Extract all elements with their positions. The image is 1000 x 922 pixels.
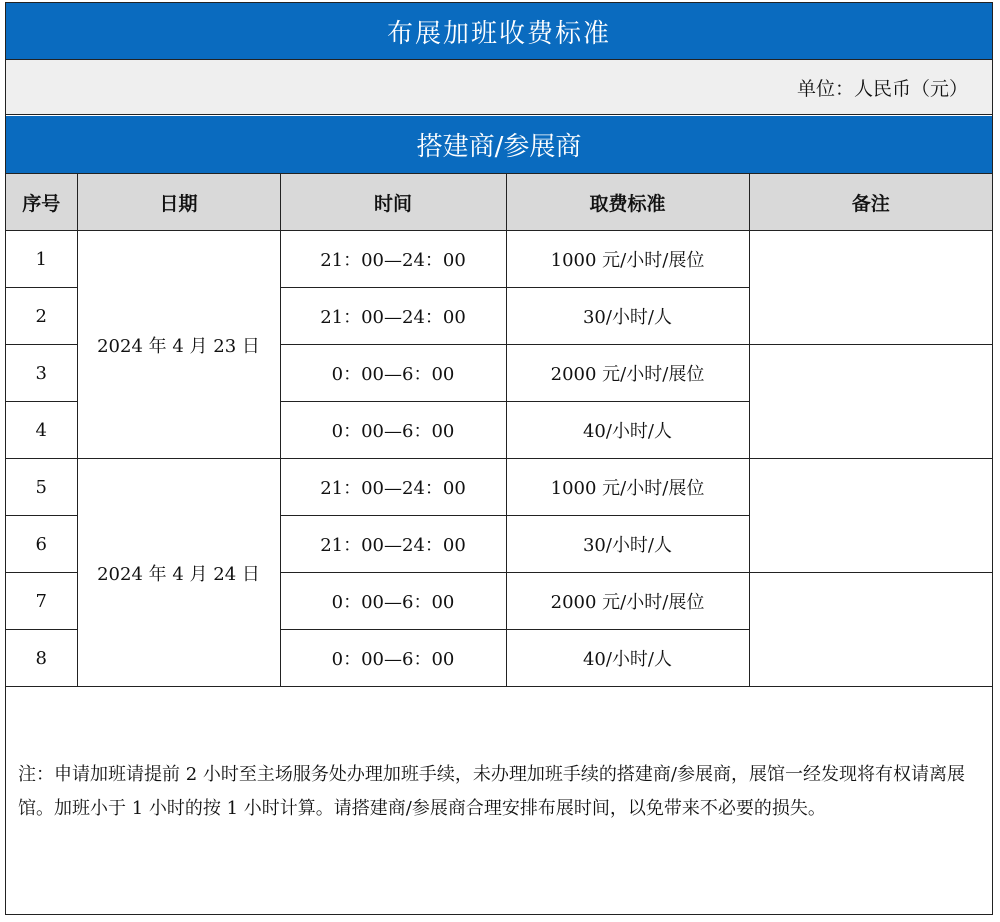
cell-time: 0：00—6：00 <box>280 630 506 687</box>
cell-fee: 30/小时/人 <box>506 288 749 345</box>
cell-date: 2024 年 4 月 23 日 <box>77 231 280 459</box>
cell-time: 21：00—24：00 <box>280 516 506 573</box>
cell-time: 21：00—24：00 <box>280 231 506 288</box>
section-title: 搭建商/参展商 <box>6 116 992 174</box>
cell-index: 1 <box>6 231 77 288</box>
table-row <box>6 231 992 288</box>
fee-table <box>6 174 992 687</box>
page-title: 布展加班收费标准 <box>6 3 992 60</box>
cell-remark <box>749 231 992 345</box>
cell-time: 21：00—24：00 <box>280 459 506 516</box>
cell-fee: 2000 元/小时/展位 <box>506 345 749 402</box>
header-time: 时间 <box>280 174 506 231</box>
cell-time: 0：00—6：00 <box>280 345 506 402</box>
cell-index: 3 <box>6 345 77 402</box>
cell-fee: 40/小时/人 <box>506 630 749 687</box>
cell-remark <box>749 459 992 573</box>
cell-fee: 1000 元/小时/展位 <box>506 459 749 516</box>
footnote-text: 注：申请加班请提前 2 小时至主场服务处办理加班手续，未办理加班手续的搭建商/参展商，展馆一经发现将有权请离展馆。加班小于 1 小时的按 1 小时计算。请搭建商/参展商合理安排布展时间，以免带来不必要的损失。 <box>18 764 965 819</box>
header-index: 序号 <box>6 174 77 231</box>
cell-index: 2 <box>6 288 77 345</box>
cell-remark <box>749 573 992 687</box>
cell-fee: 2000 元/小时/展位 <box>506 573 749 630</box>
cell-index: 8 <box>6 630 77 687</box>
fee-standard-sheet <box>5 2 993 915</box>
cell-remark <box>749 345 992 459</box>
cell-index: 5 <box>6 459 77 516</box>
table-header-row <box>6 174 992 231</box>
cell-time: 21：00—24：00 <box>280 288 506 345</box>
cell-index: 6 <box>6 516 77 573</box>
currency-unit-label <box>6 60 992 115</box>
unit-text: 单位：人民币（元） <box>796 77 968 100</box>
cell-time: 0：00—6：00 <box>280 402 506 459</box>
cell-fee: 30/小时/人 <box>506 516 749 573</box>
header-fee: 取费标准 <box>506 174 749 231</box>
table-row <box>6 459 992 516</box>
cell-fee: 1000 元/小时/展位 <box>506 231 749 288</box>
cell-index: 4 <box>6 402 77 459</box>
footnote <box>6 688 992 914</box>
cell-index: 7 <box>6 573 77 630</box>
header-remark: 备注 <box>749 174 992 231</box>
cell-fee: 40/小时/人 <box>506 402 749 459</box>
cell-date: 2024 年 4 月 24 日 <box>77 459 280 687</box>
cell-time: 0：00—6：00 <box>280 573 506 630</box>
header-date: 日期 <box>77 174 280 231</box>
